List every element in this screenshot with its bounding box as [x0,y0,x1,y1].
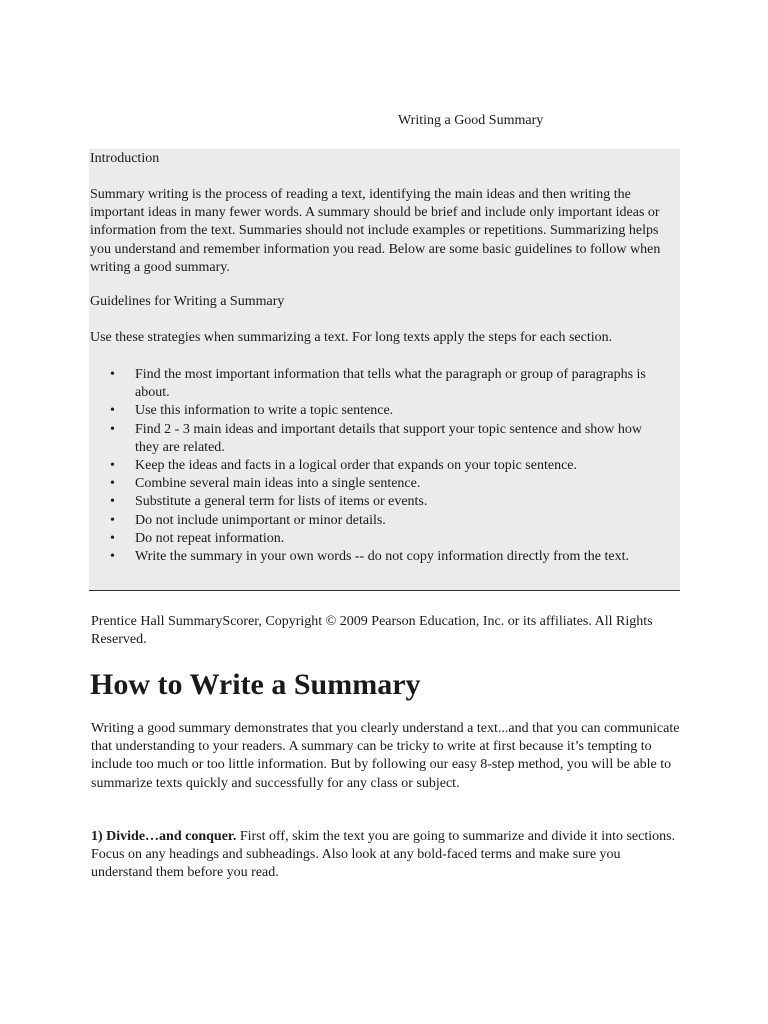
list-item: • Do not include unimportant or minor details. [89,512,679,530]
step-1-body: First off, skim the text you are going to summarize and divide it into sections. Focus on any headings and subheadings. Also look at any bold-faced terms and make sure you understand them before you read. [91,829,676,881]
list-item: • Use this information to write a topic sentence. [89,402,679,420]
guidelines-panel [89,149,680,591]
step-1-paragraph [91,828,681,883]
guidelines-list [89,366,679,566]
article-heading: How to Write a Summary [90,668,421,701]
introduction-heading: Introduction [90,151,160,166]
list-item: • Write the summary in your own words -- do not copy information directly from the text. [89,548,679,566]
introduction-paragraph: Summary writing is the process of reading a text, identifying the main ideas and then writing the important ideas in many fewer words. A summary should be brief and include only important ideas or information from the text. Summaries should not include examples or repetitions. Summarizing helps you understand and remember information you read. Below are some basic guidelines to follow when writing a good summary. [90,187,661,275]
document-title: Writing a Good Summary [398,113,544,128]
list-item: • Find the most important information that tells what the paragraph or group of paragraphs is about. [89,366,679,402]
list-item: • Combine several main ideas into a single sentence. [89,475,679,493]
copyright-notice: Prentice Hall SummaryScorer, Copyright © 2009 Pearson Education, Inc. or its affiliates. All Rights Reserved. [91,614,653,648]
guidelines-paragraph: Use these strategies when summarizing a text. For long texts apply the steps for each section. [90,330,613,345]
list-item: • Substitute a general term for lists of items or events. [89,493,679,511]
step-1-title: 1) Divide…and conquer. [91,829,237,844]
article-intro-paragraph: Writing a good summary demonstrates that you clearly understand a text...and that you can communicate that understanding to your readers. A summary can be tricky to write at first because it’s tempting to include too much or too little information. But by following our easy 8-step method, you will be able to summarize texts quickly and successfully for any class or subject. [91,721,680,791]
list-item: • Keep the ideas and facts in a logical order that expands on your topic sentence. [89,457,679,475]
guidelines-heading: Guidelines for Writing a Summary [90,294,285,309]
list-item: • Do not repeat information. [89,530,679,548]
list-item: • Find 2 - 3 main ideas and important details that support your topic sentence and show how they are related. [89,421,679,457]
